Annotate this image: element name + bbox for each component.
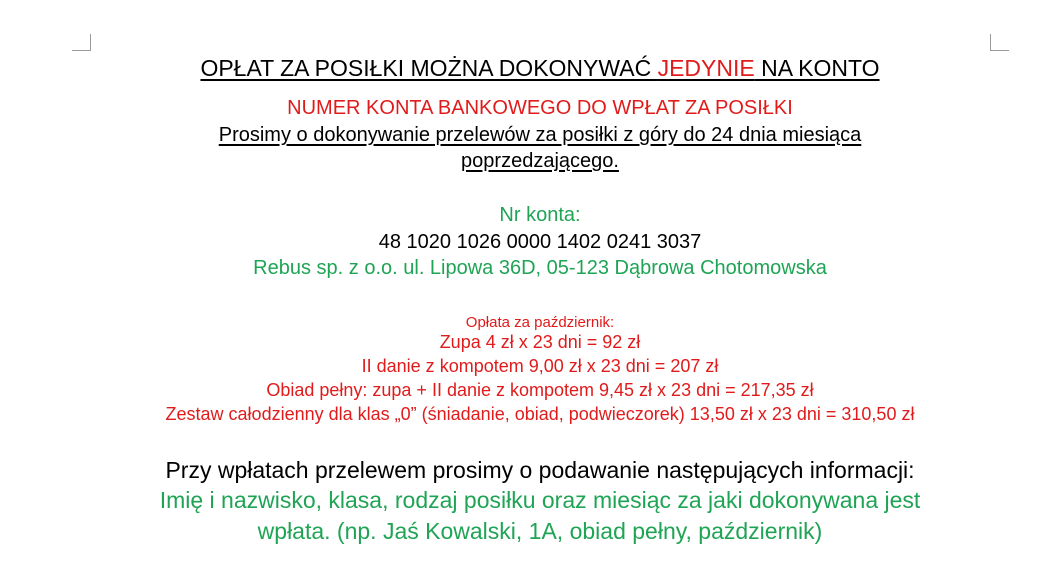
heading-emphasis: JEDYNIE bbox=[657, 55, 755, 81]
heading-part1: OPŁAT ZA POSIŁKI MOŻNA DOKONYWAĆ bbox=[200, 55, 658, 81]
info-line-1: Imię i nazwisko, klasa, rodzaj posiłku oraz miesiąc za jaki dokonywana jest bbox=[159, 487, 921, 513]
page-corner-mark-left bbox=[72, 34, 91, 51]
request-line-1: Prosimy o dokonywanie przelewów za posiłki z góry do 24 dnia miesiąca bbox=[218, 124, 862, 146]
heading-part2: NA KONTO bbox=[754, 55, 880, 81]
info-intro: Przy wpłatach przelewem prosimy o podawanie następujących informacji: bbox=[165, 457, 915, 483]
account-label: Nr konta: bbox=[499, 204, 581, 226]
account-holder: Rebus sp. z o.o. ul. Lipowa 36D, 05-123 Dąbrowa Chotomowska bbox=[253, 257, 827, 279]
fee-item-main-course: II danie z kompotem 9,00 zł x 23 dni = 207 zł bbox=[361, 356, 719, 376]
fee-item-full-lunch: Obiad pełny: zupa + II danie z kompotem 9,45 zł x 23 dni = 217,35 zł bbox=[266, 380, 814, 400]
info-line-2: wpłata. (np. Jaś Kowalski, 1A, obiad pełny, październik) bbox=[257, 518, 823, 544]
fee-item-full-day-set: Zestaw całodzienny dla klas „0” (śniadanie, obiad, podwieczorek) 13,50 zł x 23 dni = 310,50 zł bbox=[165, 404, 915, 424]
heading bbox=[60, 55, 1020, 82]
page-corner-mark-right bbox=[990, 34, 1009, 51]
account-number: 48 1020 1026 0000 1402 0241 3037 bbox=[378, 231, 702, 253]
fees-title: Opłata za październik: bbox=[465, 314, 615, 331]
fee-item-soup: Zupa 4 zł x 23 dni = 92 zł bbox=[439, 332, 641, 352]
subheading: NUMER KONTA BANKOWEGO DO WPŁAT ZA POSIŁKI bbox=[287, 97, 793, 119]
request-line-2: poprzedzającego. bbox=[461, 150, 619, 172]
